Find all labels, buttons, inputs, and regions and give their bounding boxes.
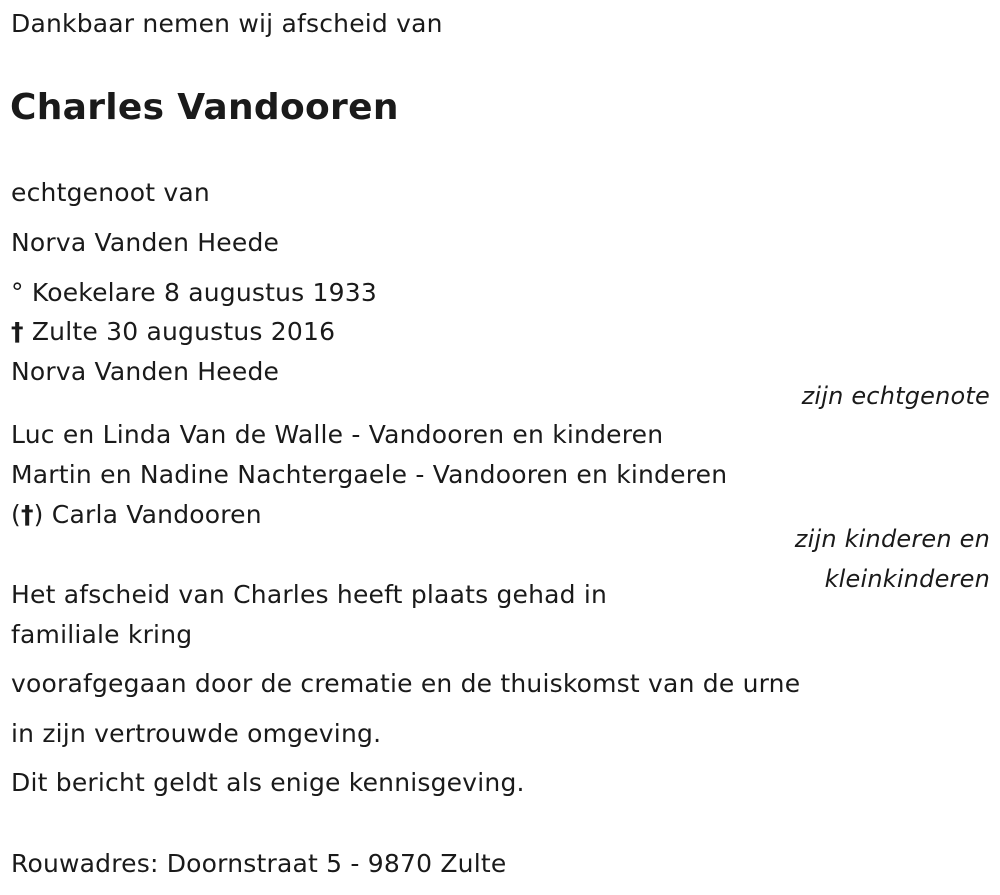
- farewell-line-4: in zijn vertrouwde omgeving.: [11, 719, 382, 748]
- mourner-spouse: Norva Vanden Heede: [11, 357, 280, 386]
- child-line-2: Martin en Nadine Nachtergaele - Vandooren en kinderen: [11, 460, 728, 489]
- paren-open: (: [11, 500, 21, 529]
- farewell-line-5: Dit bericht geldt als enige kennisgeving.: [11, 768, 525, 797]
- death-line: [11, 317, 335, 347]
- deceased-child-name: Carla Vandooren: [51, 500, 262, 529]
- children-role-line-2: kleinkinderen: [824, 565, 990, 593]
- farewell-line-3: voorafgegaan door de crematie en de thuiskomst van de urne: [11, 669, 801, 698]
- child-line-1: Luc en Linda Van de Walle - Vandooren en kinderen: [11, 420, 664, 449]
- farewell-line-2: familiale kring: [11, 620, 193, 649]
- farewell-line-1: Het afscheid van Charles heeft plaats gehad in: [11, 580, 608, 609]
- birth-symbol: °: [11, 278, 24, 307]
- mourning-address: Rouwadres: Doornstraat 5 - 9870 Zulte: [11, 849, 507, 878]
- intro-text: Dankbaar nemen wij afscheid van: [11, 9, 443, 38]
- cross-icon: †: [20, 500, 34, 529]
- birth-line: [11, 278, 377, 308]
- children-role-line-1: zijn kinderen en: [794, 525, 990, 553]
- deceased-name: Charles Vandooren: [10, 87, 399, 128]
- birth-text: Koekelare 8 augustus 1933: [31, 278, 377, 307]
- cross-icon: †: [11, 317, 24, 346]
- death-text: Zulte 30 augustus 2016: [31, 317, 336, 346]
- paren-close: ): [33, 500, 44, 529]
- spouse-role: zijn echtgenote: [801, 382, 990, 410]
- spouse-name: Norva Vanden Heede: [11, 228, 280, 257]
- spouse-intro: echtgenoot van: [11, 178, 210, 207]
- deceased-child-line: [11, 500, 262, 530]
